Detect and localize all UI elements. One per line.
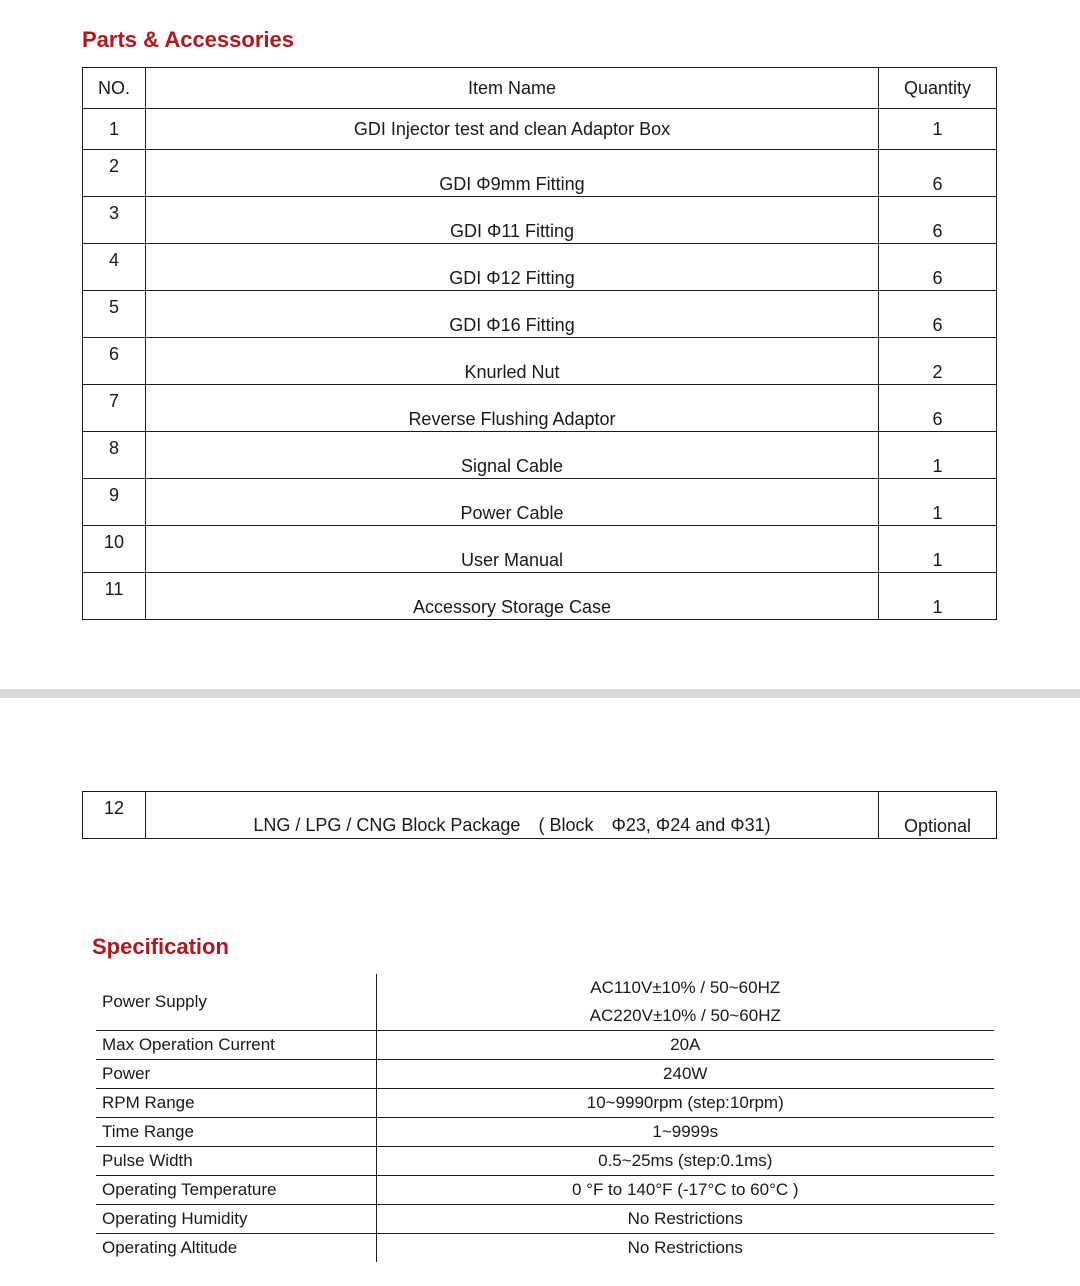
row-no: 8	[83, 432, 146, 479]
table-row	[83, 432, 997, 479]
spec-row	[96, 974, 994, 1031]
row-quantity: 6	[879, 197, 997, 244]
spec-value-line: AC110V±10% / 50~60HZ	[590, 978, 781, 997]
row-quantity: 6	[879, 150, 997, 197]
parts-header-row	[83, 68, 997, 109]
row-no: 12	[83, 792, 146, 839]
row-quantity: 1	[879, 573, 997, 620]
spec-label: Time Range	[96, 1118, 376, 1147]
header-quantity: Quantity	[879, 68, 997, 109]
spec-value	[376, 1089, 994, 1118]
spec-label: Pulse Width	[96, 1147, 376, 1176]
row-no: 7	[83, 385, 146, 432]
spec-value-line: 20A	[670, 1035, 701, 1054]
row-item-name: GDI Φ12 Fitting	[146, 244, 879, 291]
row-no: 5	[83, 291, 146, 338]
specification-title: Specification	[92, 934, 229, 959]
table-row	[83, 573, 997, 620]
spec-value-line: 1~9999s	[652, 1122, 719, 1141]
optional-table	[82, 791, 997, 839]
row-no: 2	[83, 150, 146, 197]
row-item-name: GDI Φ16 Fitting	[146, 291, 879, 338]
spec-label: Power Supply	[96, 974, 376, 1031]
row-quantity: 6	[879, 244, 997, 291]
spec-value-line: 240W	[663, 1064, 708, 1083]
spec-table	[96, 974, 994, 1262]
spec-value	[376, 1118, 994, 1147]
spec-row	[96, 1118, 994, 1147]
header-item-name: Item Name	[146, 68, 879, 109]
spec-label: Max Operation Current	[96, 1031, 376, 1060]
spec-value	[376, 1234, 994, 1263]
spec-label: Operating Humidity	[96, 1205, 376, 1234]
parts-table	[82, 67, 997, 620]
spec-row	[96, 1089, 994, 1118]
row-no: 1	[83, 109, 146, 150]
spec-value-line: 10~9990rpm (step:10rpm)	[586, 1093, 784, 1112]
spec-value	[376, 1176, 994, 1205]
header-no: NO.	[83, 68, 146, 109]
spec-value-line: 0 °F to 140°F (-17°C to 60°C )	[571, 1180, 799, 1199]
spec-value	[376, 1031, 994, 1060]
spec-value-line: AC220V±10% / 50~60HZ	[589, 1006, 781, 1025]
spec-label: Power	[96, 1060, 376, 1089]
row-item-name: GDI Φ11 Fitting	[146, 197, 879, 244]
page-divider	[0, 689, 1080, 698]
spec-row	[96, 1234, 994, 1263]
row-item-name: User Manual	[146, 526, 879, 573]
table-row	[83, 385, 997, 432]
row-quantity: 1	[879, 479, 997, 526]
row-no: 3	[83, 197, 146, 244]
table-row	[83, 150, 997, 197]
row-item-name: Signal Cable	[146, 432, 879, 479]
table-row	[83, 479, 997, 526]
spec-label: Operating Altitude	[96, 1234, 376, 1263]
row-item-name: Accessory Storage Case	[146, 573, 879, 620]
row-item-name: GDI Φ9mm Fitting	[146, 150, 879, 197]
spec-row	[96, 1060, 994, 1089]
table-row	[83, 244, 997, 291]
row-quantity: 6	[879, 291, 997, 338]
spec-row	[96, 1205, 994, 1234]
spec-row	[96, 1176, 994, 1205]
row-no: 9	[83, 479, 146, 526]
table-row	[83, 109, 997, 150]
row-quantity: 1	[879, 526, 997, 573]
table-row	[83, 338, 997, 385]
spec-row	[96, 1031, 994, 1060]
row-quantity: Optional	[879, 792, 997, 839]
row-no: 10	[83, 526, 146, 573]
table-row	[83, 526, 997, 573]
row-quantity: 6	[879, 385, 997, 432]
spec-value-line: No Restrictions	[627, 1238, 743, 1257]
spec-row	[96, 1147, 994, 1176]
spec-label: RPM Range	[96, 1089, 376, 1118]
parts-accessories-title: Parts & Accessories	[82, 27, 294, 52]
row-quantity: 1	[879, 432, 997, 479]
row-no: 11	[83, 573, 146, 620]
spec-label: Operating Temperature	[96, 1176, 376, 1205]
row-no: 6	[83, 338, 146, 385]
row-item-name: Power Cable	[146, 479, 879, 526]
table-row	[83, 197, 997, 244]
spec-value-line: 0.5~25ms (step:0.1ms)	[598, 1151, 773, 1170]
spec-value	[376, 1147, 994, 1176]
table-row-optional	[83, 792, 997, 839]
row-item-name: LNG / LPG / CNG Block Package ( Block Φ23, Φ24 and Φ31)	[146, 792, 879, 839]
row-no: 4	[83, 244, 146, 291]
row-item-name: Reverse Flushing Adaptor	[146, 385, 879, 432]
table-row	[83, 291, 997, 338]
spec-value	[376, 974, 994, 1031]
row-item-name: Knurled Nut	[146, 338, 879, 385]
row-item-name: GDI Injector test and clean Adaptor Box	[146, 109, 879, 150]
row-quantity: 2	[879, 338, 997, 385]
row-quantity: 1	[879, 109, 997, 150]
spec-value	[376, 1060, 994, 1089]
spec-value-line: No Restrictions	[627, 1209, 743, 1228]
spec-value	[376, 1205, 994, 1234]
